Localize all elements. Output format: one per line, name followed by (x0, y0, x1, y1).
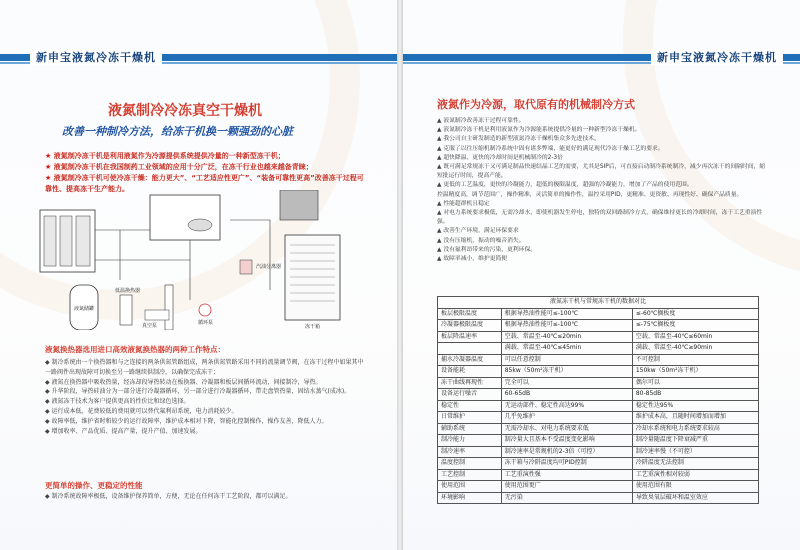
features-list (45, 358, 365, 436)
advantage-list (437, 117, 767, 264)
table-cell-ln2: 85kw（50m²冻干机） (501, 366, 632, 378)
table-row-label: 稳定性 (438, 400, 502, 412)
feature-item: ◆ 运行成本低、花费较低的费用就可以替代氟利昂系统，电力消耗较少。 (45, 407, 238, 415)
advantage-item: ▲ 没有压缩机，振动的噪音消失。 (437, 237, 525, 244)
table-cell-ln2: 冻干箱与冷阱温度均可PID控制 (501, 458, 632, 470)
table-cell-conventional: 维护成本高，且随时间增加而增加 (632, 412, 758, 424)
table-row (438, 331, 759, 343)
table-cell-ln2: 空载、常温至-40℃≤20min (501, 331, 632, 343)
table-caption: 液氮冻干机与常规冻干机的数据对比 (438, 297, 759, 309)
table-row-label: 辅助系统 (438, 423, 502, 435)
table-row-label: 环境影响 (438, 492, 502, 504)
feature-item: ◆ 故障率低，维护省时和较少的运行故障率，维护成本相对下降，智能化控制操作，操作友善，降低人力。 (45, 417, 328, 425)
table-cell-conventional: 80-85dB (632, 389, 758, 401)
table-row (438, 469, 759, 481)
easy-title: 更简单的操作、更稳定的性能 (45, 481, 143, 490)
advantage-item: ▲ 克服了以往压缩机制冷系统中固有诸多弊端，能更好的满足现代冷冻干燥工艺的要求。 (437, 145, 664, 152)
table-cell-conventional: 空载、常温至-40℃≤60min (632, 331, 758, 343)
easy-text: ◆ 制冷系统故障率极低，设备维护保养简单，方便，无论在任何冻干工艺阶段，都可以满足。 (45, 493, 292, 500)
table-row (438, 412, 759, 424)
table-row-label (438, 343, 502, 355)
table-row-label: 板层极限温度 (438, 308, 502, 320)
table-row (438, 481, 759, 493)
system-diagram (30, 190, 370, 330)
table-cell-ln2: 无运动部件、稳定性高达99% (501, 400, 632, 412)
table-cell-ln2: 可以任意控制 (501, 354, 632, 366)
table-row-label: 制冷速率 (438, 446, 502, 458)
left-title: 液氮制冷冷冻真空干燥机 (108, 103, 262, 119)
page-header (403, 48, 800, 68)
advantage-item: ▲ 故障率减小，维护更简便 (437, 256, 508, 263)
svg-text:汽油分离器: 汽油分离器 (256, 264, 282, 270)
table-row (438, 435, 759, 447)
brand-name: 新申宝液氮冷冻干燥机 (30, 49, 162, 65)
table-caption-row (438, 297, 759, 309)
table-cell-conventional: 导致臭氧层破坏和温室效应 (632, 492, 758, 504)
advantage-item: ▲ 更低的工艺温度，更快的冷凝能力，超低的极限温度，超强的冷凝能力，增加了产品的使用范围。 (437, 182, 693, 189)
table-row-label: 板层降温速率 (438, 331, 502, 343)
table-row (438, 354, 759, 366)
advantage-item: ▲ 液氮制冷改善冻干过程可靠性。 (437, 118, 525, 124)
table-cell-conventional: 偶尔可以 (632, 377, 758, 389)
table-cell-ln2: 无需冷却水、对电力系统要求低 (501, 423, 632, 435)
table-cell-ln2: 根据导热油性能可≤-100℃ (501, 308, 632, 320)
table-cell-conventional: 制冷速率慢（不可控） (632, 446, 758, 458)
advantage-item: ▲ 对电力系统要求极低，无需冷却水，即使机器发生停电，独特的双回路制冷方式，确保维持更长的冷却时间，冻干工艺重演性强。 (437, 210, 763, 226)
svg-text:冻干箱: 冻干箱 (305, 324, 321, 330)
page-header (0, 48, 397, 68)
svg-text:真空泵: 真空泵 (142, 323, 158, 329)
left-page (0, 0, 397, 550)
table-row (438, 400, 759, 412)
table-cell-conventional: ≤-75℃搁板度 (632, 320, 758, 332)
advantage-item: ▲ 超快降温、更快的冷却时间是机械制冷的2-3倍 (437, 154, 563, 161)
table-row-label: 制冷能力 (438, 435, 502, 447)
table-row-label: 日常维护 (438, 412, 502, 424)
table-row-label: 冻干曲线再现性 (438, 377, 502, 389)
table-cell-conventional: 满载、常温至-40℃≥90min (632, 343, 758, 355)
advantage-item: ▲ 我公司自主研发制造的新型液氮冷冻干燥机集众多先进技术。 (437, 136, 600, 143)
left-subtitle: 改善一种制冷方法，给冻干机换一颗强劲的心脏 (62, 125, 293, 138)
table-cell-conventional: 使用范围有限 (632, 481, 758, 493)
advantage-item: ▲ 既可满足常规冻干又可满足制品快速结晶工艺的需要，尤其是SIP后，可直接启动制冷系统制冷，减少再次冻干的间隔时间，缩短批运行时间，提高产能。 (437, 164, 766, 180)
advantage-item: ▲ 没有氟利昂带来的污染，更利环保。 (437, 246, 537, 253)
table-row-label: 捕水冷凝器温度 (438, 354, 502, 366)
table-row (438, 423, 759, 435)
right-title: 液氮作为冷源，取代原有的机械制冷方式 (437, 98, 635, 111)
feature-item: ◆ 液氮在换热器中吸收热量，经冻却段导热转动在板换器、冷凝器和板层间循环流动，间接制冷，导热。 (45, 378, 322, 386)
table-cell-conventional: ≤-60℃搁板度 (632, 308, 758, 320)
table-row-label: 工艺控制 (438, 469, 502, 481)
feature-item: ◆ 液氮冻干技术为客户提供更高的性价比和绿色选择。 (45, 398, 190, 406)
table-cell-ln2: 使用范围更广 (501, 481, 632, 493)
table-cell-ln2: 工艺重演性强 (501, 469, 632, 481)
intro-line-2: ★ 液氮制冷冻干机在我国制药工业领域的应用十分广泛，在冻干行业也越来越备青睐； (45, 163, 313, 171)
table-cell-conventional: 冷阱温度无法控制 (632, 458, 758, 470)
table-row-label: 设备运行噪音 (438, 389, 502, 401)
table-row (438, 492, 759, 504)
table-row-label: 冷凝器极限温度 (438, 320, 502, 332)
svg-text:液氮储罐: 液氮储罐 (74, 306, 95, 312)
table-row (438, 377, 759, 389)
table-cell-ln2: 满载、常温至-40℃≤45min (501, 343, 632, 355)
table-row (438, 320, 759, 332)
table-row (438, 308, 759, 320)
svg-text:低温换热器: 低温换热器 (115, 288, 141, 294)
table-cell-conventional: 稳定性达95% (632, 400, 758, 412)
table-row (438, 366, 759, 378)
feature-item: ◆ 增加收率、产品优质、提高产量，提升产值、加速发展。 (45, 427, 202, 435)
features-title: 液氮换热器选用进口高效液氮换热器的两种工作特点： (45, 345, 225, 354)
table-cell-ln2: 根据导热油性能可≤-100℃ (501, 320, 632, 332)
table-row-label: 温度控制 (438, 458, 502, 470)
brand-name: 新申宝液氮冷冻干燥机 (651, 49, 783, 65)
intro-line-3: ★ 液氮制冷冻干机可使冷冻干燥：能力更大”、“工艺适应性更广”、“装备可靠性更高”改善冻干过程可靠性、提高冻干生产能力。 (45, 174, 364, 193)
intro-line-1: ★ 液氮制冷冻干机是利用液氮作为冷源提供系统提供冷量的一种新型冻干机； (45, 152, 285, 160)
feature-item: ◆ 制冷系统由一个换热器和与之连接的两条供氮管路组成，两条供氮管路采用不同的流量调节阀，在冻干过程中如果其中一路阀件出现故障可切换至另一路继续供制冷，以确保完成冻干； (45, 359, 364, 376)
right-page (403, 0, 800, 550)
table-row (438, 458, 759, 470)
table-cell-conventional: 不可控制 (632, 354, 758, 366)
advantage-item: ▲ 改善生产环境，满足环保要求 (437, 228, 519, 235)
table-cell-conventional: 冷却水系统和电力系统要求较高 (632, 423, 758, 435)
table-row-label: 使用范围 (438, 481, 502, 493)
table-cell-ln2: 几乎免维护 (501, 412, 632, 424)
feature-item: ◆ 升华阶段，导热硅油分为一部分进行冷凝器循环，另一部分进行冷凝器循环，带走盘管热量，固结水蒸气(成冰)。 (45, 388, 351, 396)
svg-text:循环泵: 循环泵 (198, 320, 214, 326)
table-cell-ln2: 制冷速率是常规机的2-3倍（可控） (501, 446, 632, 458)
table-row-label: 设备能耗 (438, 366, 502, 378)
advantage-item: ▲ 液氮制冷冻干机是利用液氮作为冷源能系统提供冷量的一种新型冷冻干燥机。 (437, 127, 641, 134)
advantage-item: ▲ 性能超群机且稳定 (437, 200, 490, 207)
table-cell-ln2: 无污染 (501, 492, 632, 504)
advantage-item: 控温精度高，调节范围广，操作精准，灵活简单的操作性，温控采用PID，更精准、更资敏、再现性好、确保产品质量。 (437, 191, 743, 198)
table-cell-ln2: 60-65dB (501, 389, 632, 401)
table-cell-ln2: 制冷量大且基本不受温度变化影响 (501, 435, 632, 447)
freeze-dryer-chamber (285, 235, 340, 320)
table-row (438, 343, 759, 355)
table-cell-ln2: 完全可以 (501, 377, 632, 389)
table-row (438, 389, 759, 401)
table-cell-conventional: 制冷量随温度下降衰减严重 (632, 435, 758, 447)
table-row (438, 446, 759, 458)
comparison-table (437, 296, 759, 504)
table-cell-conventional: 150kw（50m²冻干机） (632, 366, 758, 378)
table-cell-conventional: 工艺重演性相对较弱 (632, 469, 758, 481)
